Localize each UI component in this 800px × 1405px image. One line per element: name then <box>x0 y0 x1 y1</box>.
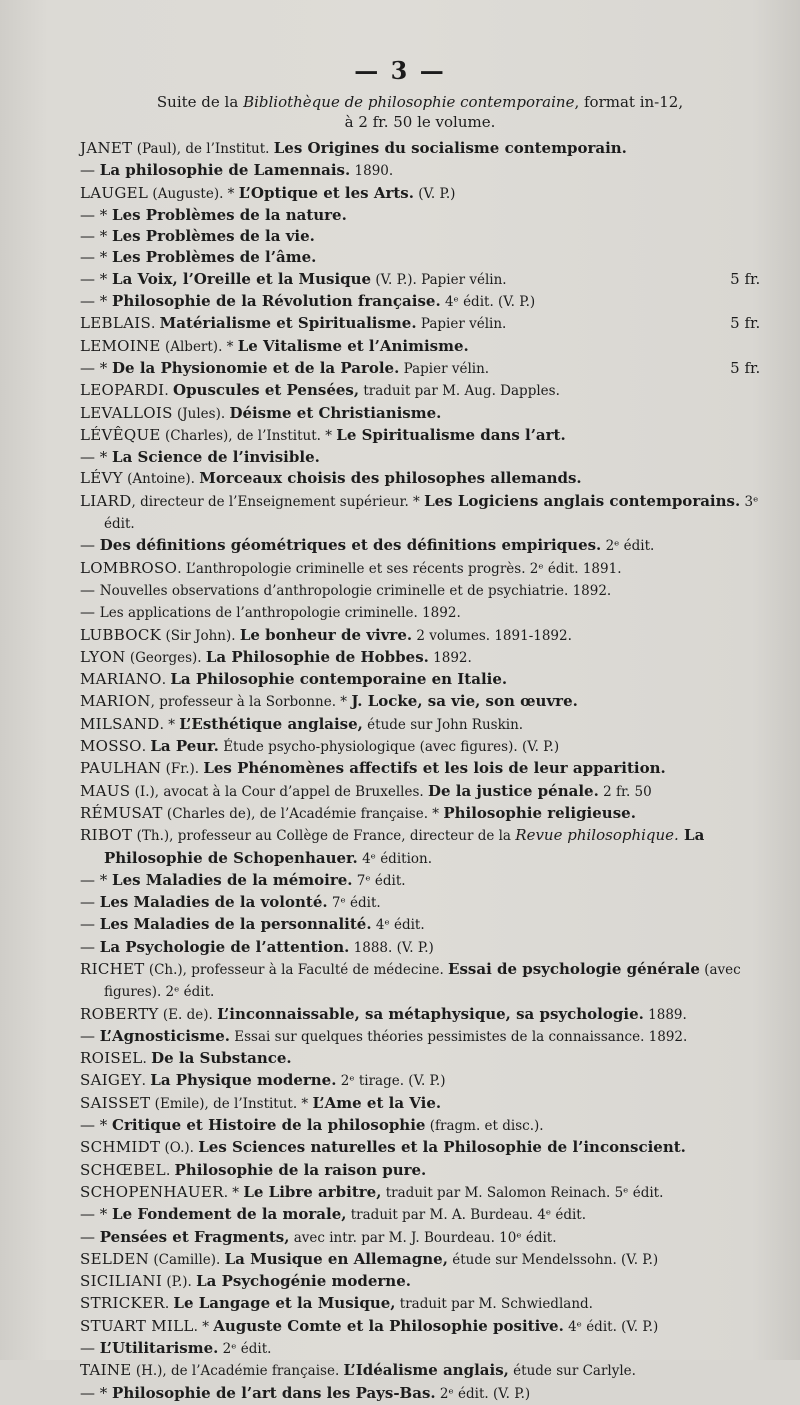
entry-author-info: (Camille). <box>149 1251 225 1268</box>
catalog-entry <box>80 1293 770 1315</box>
entry-title: L’Idéalisme anglais, <box>343 1361 509 1380</box>
entry-note: (V. P.). Papier vélin. <box>371 271 507 288</box>
entry-title: Déisme et Christianisme. <box>229 403 442 422</box>
entry-title: La Physique moderne. <box>150 1071 337 1090</box>
catalog-entry <box>80 403 770 425</box>
entry-author: LEOPARDI <box>80 381 165 400</box>
entry-note: Essai sur quelques théories pessimistes de la connaissance. 1892. <box>229 1028 688 1045</box>
entry-lead: — * <box>80 1383 113 1402</box>
catalog-entry <box>80 1249 770 1271</box>
catalog-entry <box>80 1048 770 1070</box>
catalog-entry <box>80 647 770 669</box>
catalog-entry <box>80 226 770 247</box>
entry-author-info: . <box>151 316 160 333</box>
entry-note: étude sur Carlyle. <box>508 1363 636 1380</box>
entry-author-info: (Georges). <box>125 649 206 666</box>
entry-lead: — <box>80 1227 100 1246</box>
entry-author: ROBERTY <box>80 1004 159 1023</box>
entry-title: Le Spiritualisme dans l’art. <box>336 425 566 444</box>
entry-lead: — <box>80 580 100 599</box>
catalog-entry <box>80 1360 770 1382</box>
catalog-entry <box>80 781 770 803</box>
catalog-entry <box>80 758 770 780</box>
entry-author: MAUS <box>80 781 131 800</box>
entry-lead: — * <box>80 870 113 889</box>
entry-lead: — * <box>80 205 113 224</box>
catalog-entry <box>80 535 770 557</box>
entry-note: étude sur Mendelssohn. (V. P.) <box>447 1251 659 1268</box>
entry-note: Les applications de l’anthropologie criminelle. 1892. <box>99 605 461 622</box>
catalog-entry <box>80 1115 770 1137</box>
entry-author: SCHŒBEL <box>80 1160 166 1179</box>
entry-author-info: . * <box>223 1184 244 1201</box>
catalog-entry <box>80 183 770 205</box>
entry-author-info: . <box>177 560 186 577</box>
catalog-entry <box>80 247 770 268</box>
entry-note: traduit par M. Aug. Dapples. <box>359 383 560 400</box>
entry-note: 4ᵉ édit. (V. P.) <box>440 294 536 311</box>
entry-author-info: . <box>164 1296 174 1313</box>
entry-author: LEVALLOIS <box>80 403 173 422</box>
entry-note: 4ᵉ édit. <box>371 917 425 934</box>
entry-note: Papier vélin. <box>399 360 490 377</box>
entry-note: 7ᵉ édit. <box>352 872 406 889</box>
catalog-entry <box>80 691 770 713</box>
entry-title: L’Esthétique anglaise, <box>179 714 363 733</box>
entry-lead: — <box>80 937 100 956</box>
entry-author-info: . <box>141 739 151 756</box>
entry-author-info: (Antoine). <box>122 471 200 488</box>
entry-note: 2ᵉ tirage. (V. P.) <box>336 1073 446 1090</box>
entry-author-info: . * <box>159 716 180 733</box>
entry-author-info: . * <box>193 1318 214 1335</box>
entry-title: Philosophie religieuse. <box>443 803 636 822</box>
entry-note: 4ᵉ édit. (V. P.) <box>563 1318 659 1335</box>
entry-author-info: (Auguste). * <box>148 185 239 202</box>
catalog-entry <box>80 914 770 936</box>
catalog-entry <box>80 291 770 313</box>
entry-author: RICHET <box>80 959 145 978</box>
catalog-entry <box>80 1093 770 1115</box>
entry-author-info: (Ch.), professeur à la Faculté de médecine. <box>144 961 449 978</box>
entry-author: RÉMUSAT <box>80 803 163 822</box>
entry-title: De la justice pénale. <box>427 781 599 800</box>
catalog-entry <box>80 803 770 825</box>
entry-title: La Philosophie de Hobbes. <box>205 647 429 666</box>
entry-note: traduit par M. Schwiedland. <box>395 1296 593 1313</box>
entry-price: 5 fr. <box>730 269 761 288</box>
catalog-entry <box>80 1160 770 1182</box>
entry-author-info: . <box>161 672 171 689</box>
entry-author: JANET <box>80 139 133 157</box>
entry-title: Philosophie de la raison pure. <box>174 1160 427 1179</box>
entry-title: L’inconnaissable, sa métaphysique, sa psychologie. <box>217 1004 644 1023</box>
entry-lead: — <box>80 1339 100 1358</box>
entry-author-info: (Sir John). <box>161 627 240 644</box>
entry-title: L’Agnosticisme. <box>99 1026 230 1045</box>
entry-title: La Psychogénie moderne. <box>196 1272 411 1291</box>
entry-title: J. Locke, sa vie, son œuvre. <box>351 692 578 711</box>
entry-title: Le Fondement de la morale, <box>112 1205 347 1224</box>
entry-author: SICILIANI <box>80 1272 163 1291</box>
entry-title: La Science de l’invisible. <box>112 448 320 467</box>
entry-note: 2 fr. 50 <box>598 783 652 800</box>
entry-lead: — * <box>80 292 113 311</box>
catalog-entry <box>80 160 770 182</box>
entry-note: (V. P.) <box>413 185 456 202</box>
entry-note: 1888. (V. P.) <box>349 939 434 956</box>
catalog-entry <box>80 491 770 536</box>
entry-author-info: (Charles de), de l’Académie française. * <box>162 805 444 822</box>
entry-author: MARIANO <box>80 670 162 689</box>
entry-note: Nouvelles observations d’anthropologie criminelle et de psychiatrie. 1892. <box>99 582 612 599</box>
entry-title: La Psychologie de l’attention. <box>99 937 350 956</box>
entry-title: Essai de psychologie générale <box>448 959 700 978</box>
entry-author-info: (I.), avocat à la Cour d’appel de Bruxelles. <box>130 783 428 800</box>
entry-author: LÉVY <box>80 469 123 488</box>
entry-note: 3ᵉ édit. <box>104 493 759 533</box>
entry-note: traduit par M. A. Burdeau. 4ᵉ édit. <box>346 1207 587 1224</box>
entry-lead: — * <box>80 227 113 246</box>
entry-note: 2ᵉ édit. <box>218 1341 272 1358</box>
entry-title: Les Maladies de la mémoire. <box>112 870 353 889</box>
entry-author-info: . <box>165 1162 175 1179</box>
catalog-entry <box>80 714 770 736</box>
entry-author: SCHOPENHAUER <box>80 1182 224 1201</box>
catalog-entry <box>80 825 770 870</box>
entry-lead: — * <box>80 358 113 377</box>
entry-lead: — * <box>80 1116 113 1135</box>
entry-lead: — * <box>80 448 113 467</box>
catalog-entry <box>80 205 770 226</box>
entry-price: 5 fr. <box>730 314 761 333</box>
entry-author: STRICKER <box>80 1294 165 1313</box>
catalog-entries <box>80 138 770 1405</box>
entry-title: Les Problèmes de l’âme. <box>112 248 317 267</box>
entry-author: MARION <box>80 692 151 711</box>
entry-price: 5 fr. <box>730 358 761 377</box>
catalog-entry <box>80 1026 770 1048</box>
entry-journal: Revue philosophique. <box>515 826 679 845</box>
catalog-entry <box>80 937 770 959</box>
entry-author-info: (O.). <box>160 1140 199 1157</box>
header-format: , format in-12, <box>574 93 684 111</box>
entry-author: RIBOT <box>80 826 133 845</box>
entry-author: LIARD <box>80 491 132 510</box>
catalog-entry <box>80 358 770 380</box>
catalog-entry <box>80 1070 770 1092</box>
entry-author: TAINE <box>80 1361 132 1380</box>
entry-title: De la Physionomie et de la Parole. <box>112 358 400 377</box>
catalog-entry <box>80 870 770 892</box>
entry-title: Les Logiciens anglais contemporains. <box>424 491 741 510</box>
entry-note: étude sur John Ruskin. <box>362 716 524 733</box>
entry-author: STUART MILL <box>80 1316 194 1335</box>
entry-author-info: . <box>164 383 173 400</box>
catalog-entry <box>80 447 770 468</box>
entry-title: L’Utilitarisme. <box>99 1339 219 1358</box>
catalog-entry <box>80 468 770 490</box>
entry-author-info: (Paul), de l’Institut. <box>132 141 274 157</box>
entry-note-2: 4ᵉ édition. <box>357 850 433 867</box>
entry-lead: — <box>80 536 100 555</box>
catalog-entry <box>80 1137 770 1159</box>
entry-title: Les Maladies de la volonté. <box>99 893 328 912</box>
catalog-entry <box>80 380 770 402</box>
entry-author: LEMOINE <box>80 336 161 355</box>
catalog-entry <box>80 892 770 914</box>
entry-title: L’Optique et les Arts. <box>238 183 414 202</box>
catalog-entry <box>80 1004 770 1026</box>
entry-note: (avec figures). 2ᵉ édit. <box>104 961 741 1001</box>
entry-note: L’anthropologie criminelle et ses récents progrès. 2ᵉ édit. 1891. <box>185 560 622 577</box>
entry-title-2: La Philosophie de Schopenhauer. <box>104 826 705 867</box>
entry-note: 1890. <box>350 163 394 180</box>
series-title: Bibliothèque de philosophie contemporaine <box>243 93 575 111</box>
entry-title: Critique et Histoire de la philosophie <box>112 1116 426 1135</box>
entry-title: Les Phénomènes affectifs et les lois de leur apparition. <box>203 759 666 778</box>
entry-lead: — * <box>80 269 113 288</box>
entry-note: 2ᵉ édit. <box>601 538 655 555</box>
entry-note: 1889. <box>643 1006 687 1023</box>
header-price: à 2 fr. 50 le volume. <box>344 113 496 131</box>
entry-lead: — <box>80 161 100 180</box>
catalog-entry <box>80 669 770 691</box>
entry-author: SELDEN <box>80 1249 150 1268</box>
entry-note: Étude psycho-physiologique (avec figures). (V. P.) <box>218 739 560 756</box>
entry-lead: — <box>80 603 100 622</box>
entry-note: 1892. <box>428 649 472 666</box>
entry-title: Le Libre arbitre, <box>243 1182 382 1201</box>
catalog-entry <box>80 313 770 335</box>
catalog-entry <box>80 336 770 358</box>
entry-author: LEBLAIS <box>80 314 152 333</box>
catalog-entry <box>80 558 770 580</box>
entry-title: De la Substance. <box>151 1049 292 1068</box>
entry-title: Les Origines du socialisme contemporain. <box>273 139 627 157</box>
catalog-entry <box>80 1316 770 1338</box>
entry-note: 2 volumes. 1891-1892. <box>412 627 572 644</box>
entry-author-info: (Charles), de l’Institut. * <box>160 427 337 444</box>
catalog-entry <box>80 736 770 758</box>
entry-author: SCHMIDT <box>80 1138 161 1157</box>
entry-author-info: . <box>141 1073 151 1090</box>
entry-author: LAUGEL <box>80 183 149 202</box>
entry-title: Le Langage et la Musique, <box>173 1294 396 1313</box>
entry-author: MILSAND <box>80 714 160 733</box>
entry-author: LÉVÊQUE <box>80 425 161 444</box>
entry-title: Des définitions géométriques et des définitions empiriques. <box>99 536 602 555</box>
entry-title: La Peur. <box>150 737 219 756</box>
entry-author: LOMBROSO <box>80 558 178 577</box>
entry-lead: — * <box>80 248 113 267</box>
entry-title: Pensées et Fragments, <box>99 1227 290 1246</box>
entry-title: Les Sciences naturelles et la Philosophie de l’inconscient. <box>198 1138 686 1157</box>
entry-title: Les Problèmes de la vie. <box>112 227 315 246</box>
entry-author: LUBBOCK <box>80 625 162 644</box>
entry-author-info: (Jules). <box>172 405 230 422</box>
header-prefix: Suite de la <box>156 93 244 111</box>
entry-title: Le bonheur de vivre. <box>239 625 413 644</box>
entry-note: (fragm. et disc.). <box>425 1118 544 1135</box>
entry-title: Philosophie de l’art dans les Pays-Bas. <box>112 1383 436 1402</box>
entry-author-info: (H.), de l’Académie française. <box>131 1363 344 1380</box>
entry-note: 7ᵉ édit. <box>327 895 381 912</box>
entry-note: traduit par M. Salomon Reinach. 5ᵉ édit. <box>381 1184 664 1201</box>
entry-title: Les Problèmes de la nature. <box>112 205 347 224</box>
entry-note: Papier vélin. <box>416 316 507 333</box>
entry-title: Matérialisme et Spiritualisme. <box>159 314 417 333</box>
catalog-entry <box>80 1383 770 1405</box>
entry-lead: — <box>80 915 100 934</box>
entry-title: La Philosophie contemporaine en Italie. <box>170 670 508 689</box>
entry-author-info: (Fr.). <box>161 761 204 778</box>
catalog-entry <box>80 580 770 602</box>
catalog-entry <box>80 625 770 647</box>
entry-lead: — <box>80 893 100 912</box>
entry-author: SAISSET <box>80 1093 151 1112</box>
catalog-entry <box>80 1204 770 1226</box>
entry-author: SAIGEY <box>80 1071 142 1090</box>
catalog-entry <box>80 1338 770 1360</box>
page-number: — 3 — <box>354 56 446 85</box>
entry-title: Philosophie de la Révolution française. <box>112 292 441 311</box>
entry-title: L’Ame et la Vie. <box>312 1093 442 1112</box>
entry-author: PAULHAN <box>80 759 162 778</box>
catalog-entry <box>80 1271 770 1293</box>
entry-title: Les Maladies de la personnalité. <box>99 915 372 934</box>
entry-title: La philosophie de Lamennais. <box>99 161 351 180</box>
catalog-entry <box>80 1227 770 1249</box>
entry-title: La Voix, l’Oreille et la Musique <box>112 269 372 288</box>
entry-author-info: (Emile), de l’Institut. * <box>150 1095 313 1112</box>
entry-author-info: (Albert). * <box>160 338 238 355</box>
entry-note: avec intr. par M. J. Bourdeau. 10ᵉ édit. <box>289 1229 557 1246</box>
entry-author-info: (E. de). <box>158 1006 218 1023</box>
entry-author-info: , directeur de l’Enseignement supérieur. * <box>131 493 425 510</box>
entry-title: Opuscules et Pensées, <box>173 381 360 400</box>
catalog-entry <box>80 138 770 160</box>
entry-author-info: (Th.), professeur au Collège de France, directeur de la <box>132 828 516 845</box>
catalog-entry <box>80 602 770 624</box>
entry-title: Le Vitalisme et l’Animisme. <box>237 336 469 355</box>
entry-author: MOSSO <box>80 737 142 756</box>
entry-lead: — * <box>80 1205 113 1224</box>
entry-author: LYON <box>80 647 126 666</box>
series-header <box>120 92 720 132</box>
entry-author-info: (P.). <box>162 1274 197 1291</box>
entry-author-info: , professeur à la Sorbonne. * <box>150 694 352 711</box>
catalog-entry <box>80 959 770 1004</box>
entry-author-info: . <box>142 1051 152 1068</box>
catalog-entry <box>80 269 770 291</box>
catalog-entry <box>80 1182 770 1204</box>
entry-lead: — <box>80 1026 100 1045</box>
entry-author: ROISEL <box>80 1049 143 1068</box>
entry-title: Auguste Comte et la Philosophie positive. <box>213 1316 564 1335</box>
catalog-entry <box>80 425 770 447</box>
entry-title: La Musique en Allemagne, <box>224 1249 448 1268</box>
entry-note: 2ᵉ édit. (V. P.) <box>435 1385 531 1402</box>
entry-title: Morceaux choisis des philosophes allemands. <box>199 469 582 488</box>
